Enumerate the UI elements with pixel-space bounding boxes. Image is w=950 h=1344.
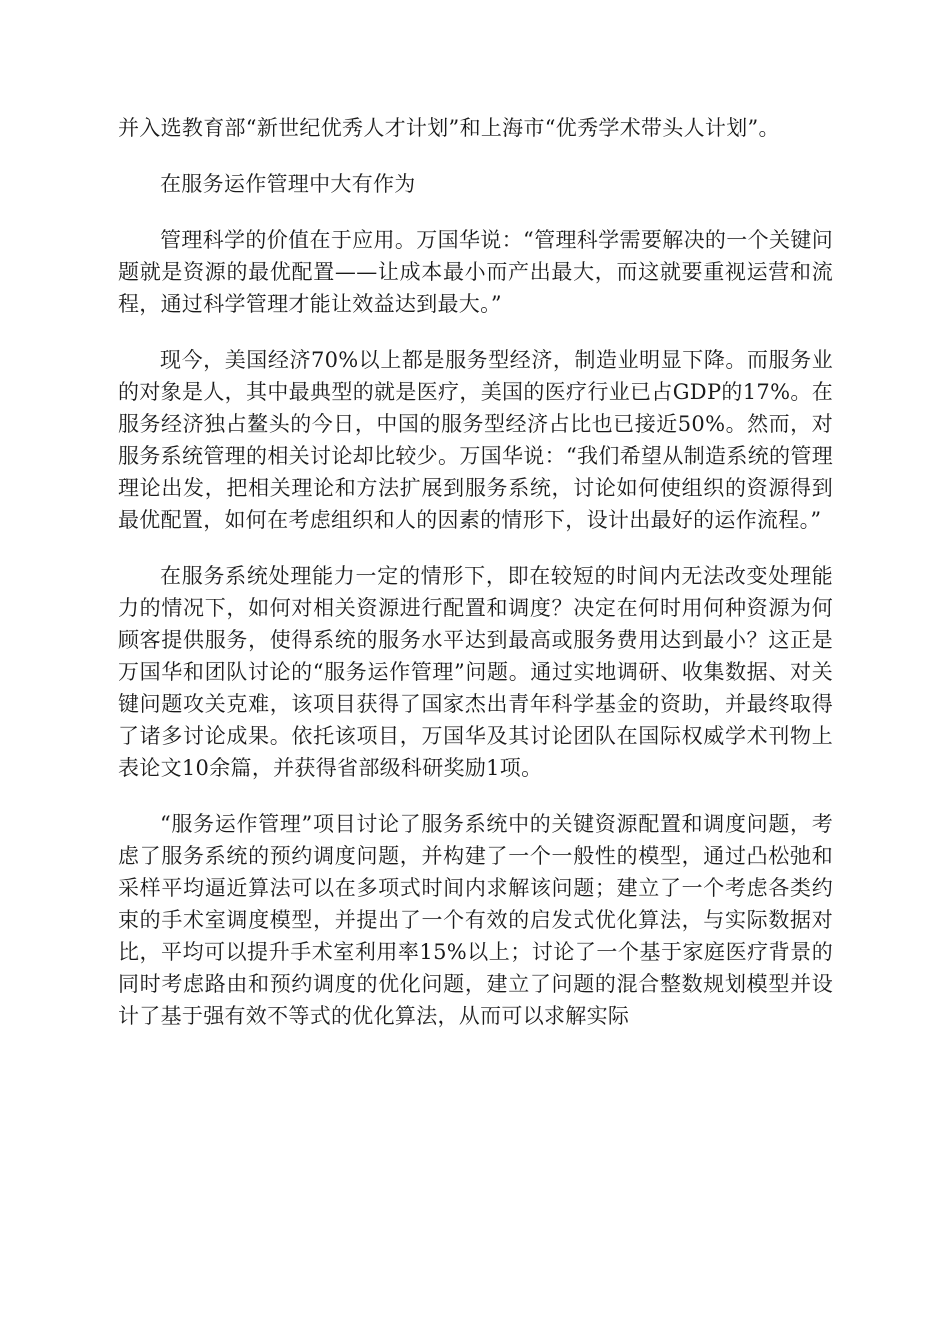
paragraph-service-capacity: 在服务系统处理能力一定的情形下，即在较短的时间内无法改变处理能力的情况下，如何对相关资源进行配置和调度？决定在何时用何种资源为何顾客提供服务，使得系统的服务水平达到最高或服务费用达到最小？这正是万国华和团队讨论的“服务运作管理”问题。通过实地调研、收集数据、对关键问题攻关克难，该项目获得了国家杰出青年科学基金的资助，并最终取得了诸多讨论成果。依托该项目，万国华及其讨论团队在国际权威学术刊物上表论文10余篇，并获得省部级科研奖励1项。 <box>118 564 833 780</box>
paragraph-talent-program: 并入选教育部“新世纪优秀人才计划”和上海市“优秀学术带头人计划”。 <box>118 116 780 140</box>
paragraph-project-research: “服务运作管理”项目讨论了服务系统中的关键资源配置和调度问题，考虑了服务系统的预约调度问题，并构建了一个一般性的模型，通过凸松弛和采样平均逼近算法可以在多项式时间内求解该问题；建立了一个考虑各类约束的手术室调度模型，并提出了一个有效的启发式优化算法，与实际数据对比，平均可以提升手术室利用率15%以上；讨论了一个基于家庭医疗背景的同时考虑路由和预约调度的优化问题，建立了问题的混合整数规划模型并设计了基于强有效不等式的优化算法，从而可以求解实际 <box>118 812 833 1028</box>
paragraph-service-economy: 现今，美国经济70%以上都是服务型经济，制造业明显下降。而服务业的对象是人，其中最典型的就是医疗，美国的医疗行业已占GDP的17%。在服务经济独占鳌头的今日，中国的服务型经济占比也已接近50%。然而，对服务系统管理的相关讨论却比较少。万国华说：“我们希望从制造系统的管理理论出发，把相关理论和方法扩展到服务系统，讨论如何使组织的资源得到最优配置，如何在考虑组织和人的因素的情形下，设计出最好的运作流程。” <box>118 348 833 532</box>
section-heading: 在服务运作管理中大有作为 <box>160 172 416 196</box>
paragraph-management-science: 管理科学的价值在于应用。万国华说：“管理科学需要解决的一个关键问题就是资源的最优配置——让成本最小而产出最大，而这就要重视运营和流程，通过科学管理才能让效益达到最大。” <box>118 228 833 316</box>
document-body <box>118 112 833 1056</box>
